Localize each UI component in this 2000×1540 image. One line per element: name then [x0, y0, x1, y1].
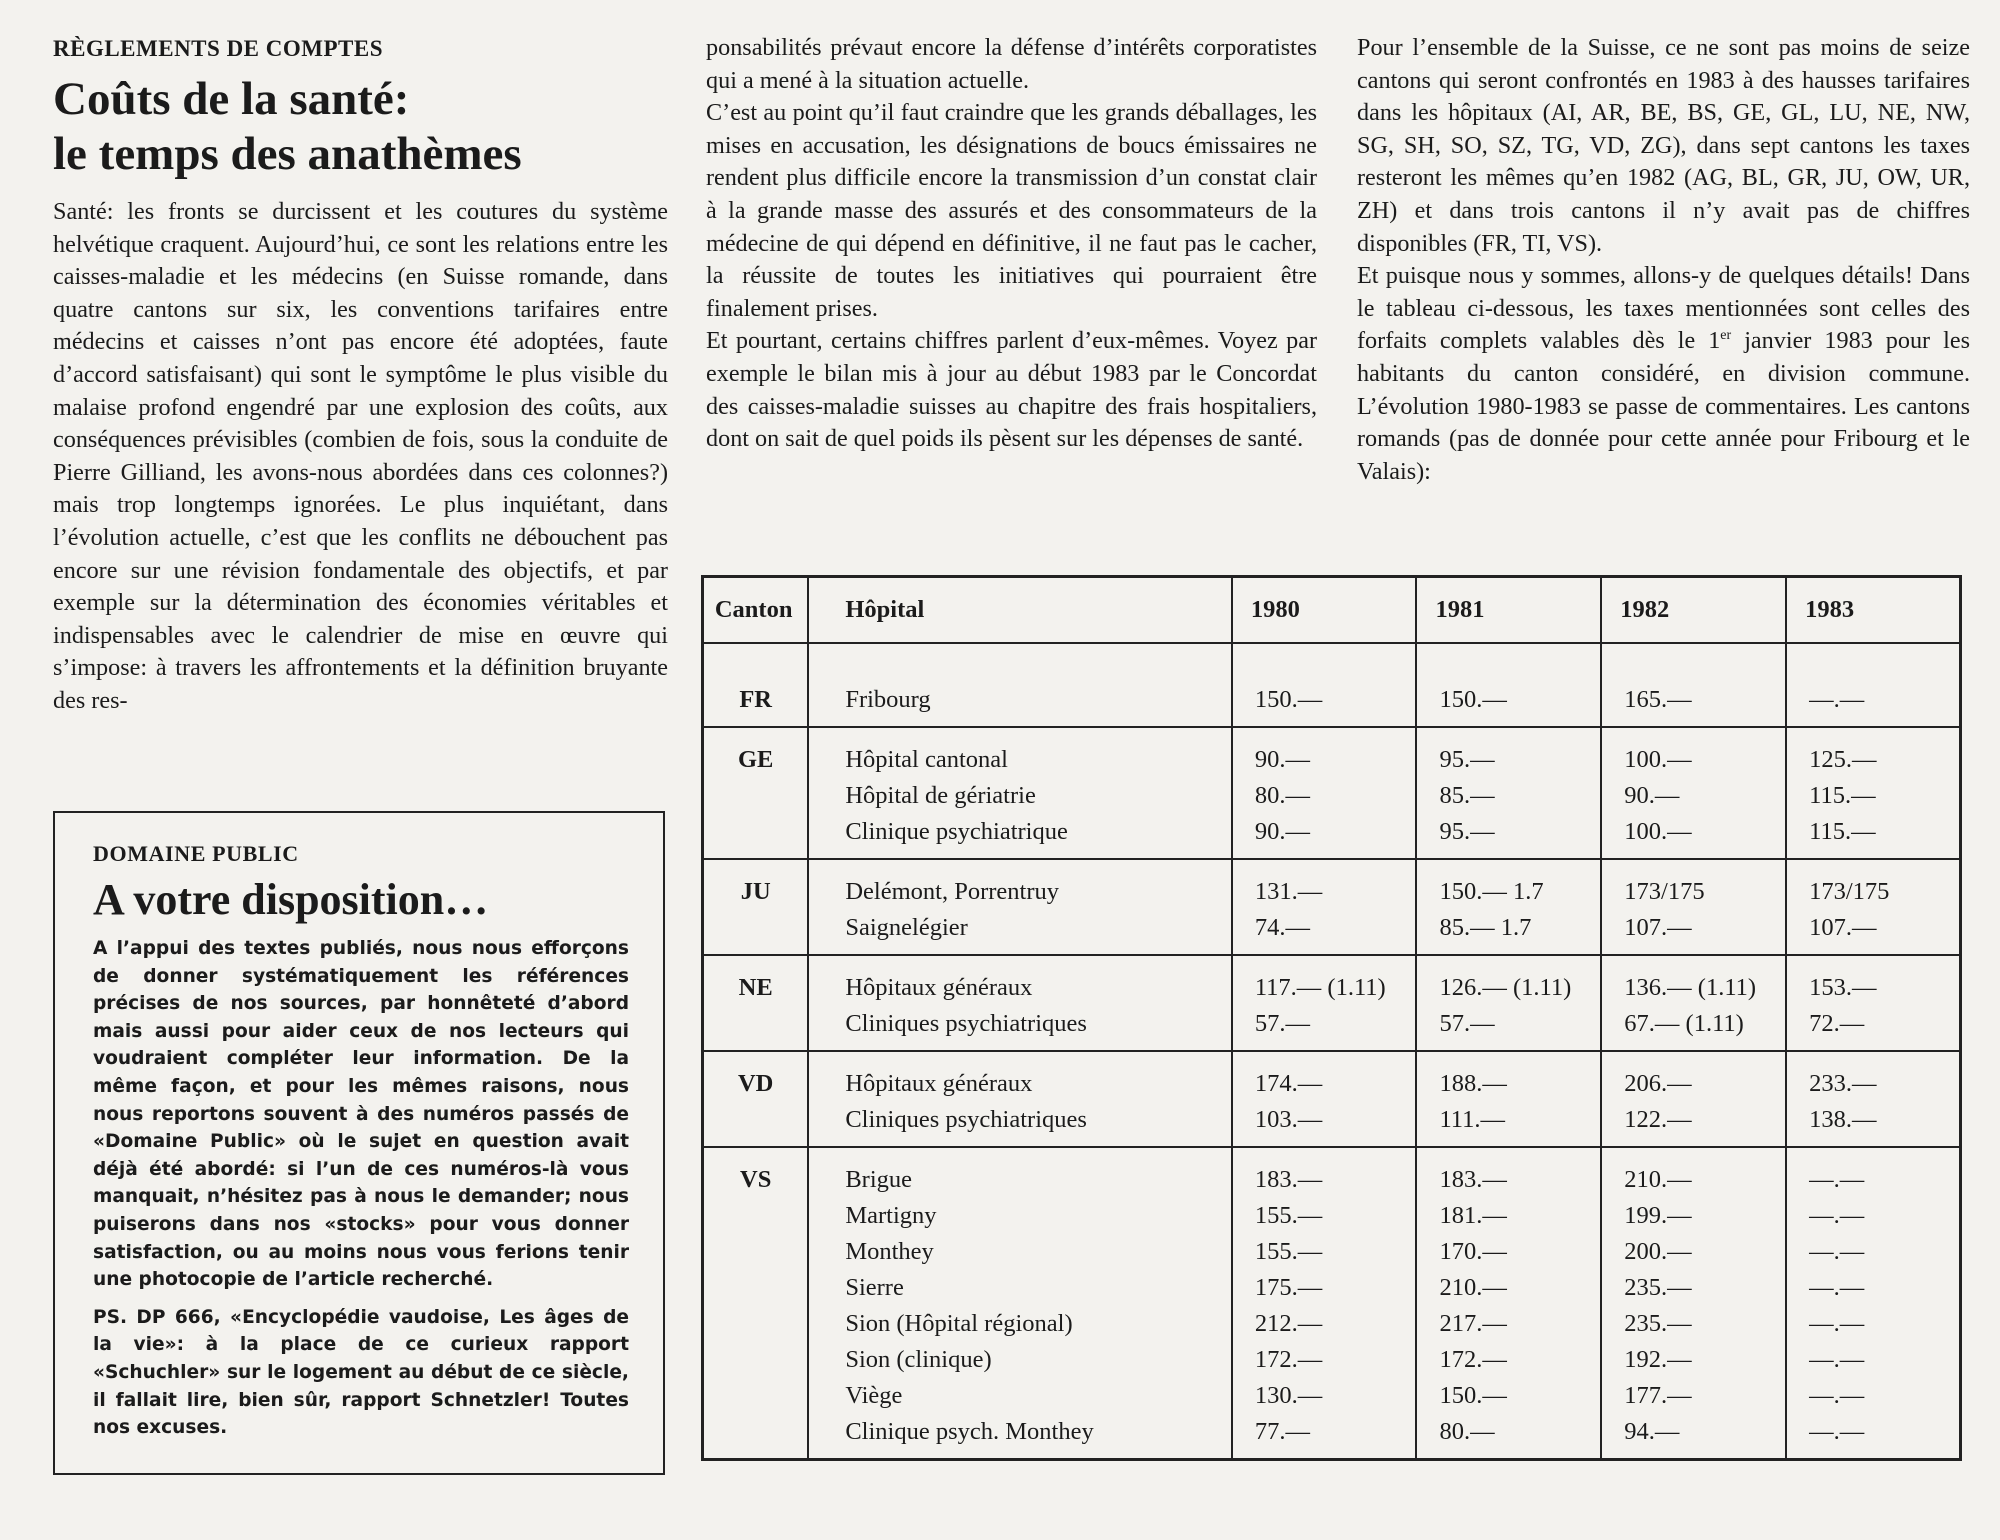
hospital-name: Viège	[845, 1382, 903, 1409]
box-kicker: DOMAINE PUBLIC	[93, 841, 299, 866]
header-canton: Canton	[703, 577, 809, 644]
rate-value: 150.— 1.7	[1439, 878, 1544, 905]
cell-hospital	[808, 1147, 1232, 1460]
table-row	[703, 643, 1961, 727]
rate-value: 85.— 1.7	[1439, 914, 1532, 941]
hospital-name: Hôpital de gériatrie	[845, 782, 1036, 809]
article-body-col3	[1357, 32, 1970, 488]
cell-1981	[1416, 955, 1601, 1051]
hospital-name: Cliniques psychiatriques	[845, 1106, 1087, 1133]
rate-value: 183.—	[1254, 1166, 1323, 1193]
cell-1980	[1232, 643, 1417, 727]
rate-value: 150.—	[1439, 1382, 1507, 1409]
rate-value: 233.—	[1809, 1070, 1877, 1097]
rate-value: 138.—	[1809, 1106, 1877, 1133]
rate-value: —.—	[1809, 1166, 1865, 1193]
cell-1981	[1416, 727, 1601, 859]
hospital-name: Hôpitaux généraux	[845, 974, 1033, 1001]
cell-canton	[703, 643, 809, 727]
hospital-name: Sion (Hôpital régional)	[845, 1310, 1073, 1337]
table-row	[703, 1051, 1961, 1147]
rate-value: 100.—	[1624, 818, 1692, 845]
rate-value: 107.—	[1809, 914, 1877, 941]
rate-value: 155.—	[1254, 1202, 1323, 1229]
cell-1982	[1601, 955, 1786, 1051]
article-column-2	[706, 32, 1317, 456]
headline-line-2: le temps des anathèmes	[53, 128, 522, 180]
rate-value: 212.—	[1254, 1310, 1323, 1337]
cell-hospital	[808, 859, 1232, 955]
hospital-name: Hôpitaux généraux	[845, 1070, 1033, 1097]
cell-1982	[1601, 1051, 1786, 1147]
cell-1982	[1601, 859, 1786, 955]
rate-value: 188.—	[1439, 1070, 1507, 1097]
header-hospital: Hôpital	[808, 577, 1232, 644]
article-body-col1	[53, 196, 668, 718]
paragraph: ponsabilités prévaut encore la défense d’intérêts corporatistes qui a mené à la situation actuelle.	[706, 34, 1317, 94]
cell-canton	[703, 859, 809, 955]
article-headline	[53, 72, 668, 182]
rate-value: —.—	[1809, 1382, 1865, 1409]
rate-value: 150.—	[1254, 686, 1323, 713]
rate-value: 131.—	[1254, 878, 1323, 905]
hospital-name: Cliniques psychiatriques	[845, 1010, 1087, 1037]
rate-value: —.—	[1809, 1274, 1865, 1301]
cell-1981	[1416, 1051, 1601, 1147]
rate-value: 153.—	[1809, 974, 1877, 1001]
header-1982: 1982	[1601, 577, 1786, 644]
hospital-name: Hôpital cantonal	[845, 746, 1008, 773]
rate-value: 200.—	[1624, 1238, 1692, 1265]
canton-code: FR	[739, 686, 772, 713]
rate-value: 90.—	[1254, 746, 1310, 773]
cell-1981	[1416, 859, 1601, 955]
header-1981: 1981	[1416, 577, 1601, 644]
cell-hospital	[808, 643, 1232, 727]
rate-value: 155.—	[1254, 1238, 1323, 1265]
rate-value: 67.— (1.11)	[1624, 1010, 1744, 1037]
rate-value: 173/175	[1624, 878, 1705, 905]
rate-value: 170.—	[1439, 1238, 1507, 1265]
hospital-name: Sierre	[845, 1274, 904, 1301]
hospital-name: Fribourg	[845, 686, 931, 713]
rate-value: 80.—	[1439, 1418, 1495, 1445]
canton-code: NE	[738, 974, 773, 1001]
rate-value: 235.—	[1624, 1310, 1692, 1337]
rate-value: 192.—	[1624, 1346, 1692, 1373]
hospital-name: Delémont, Porrentruy	[845, 878, 1059, 905]
article-body-col2	[706, 32, 1317, 456]
rate-value: 175.—	[1254, 1274, 1323, 1301]
rate-value: 173/175	[1809, 878, 1890, 905]
rate-value: 210.—	[1439, 1274, 1507, 1301]
hospital-name: Saignelégier	[845, 914, 968, 941]
rate-value: 95.—	[1439, 818, 1495, 845]
hospital-name: Brigue	[845, 1166, 913, 1193]
paragraph: Pour l’ensemble de la Suisse, ce ne sont pas moins de seize cantons qui seront confrontés en 1983 à des hausses tarifaires dans les hôpitaux (AI, AR, BE, BS, GE, GL, LU, NE, NW, SG, SH, SO, SZ, TG, VD, ZG), dans sept cantons les taxes resteront les mêmes qu’en 1982 (AG, BL, GR, JU, OW, UR, ZH) et dans trois cantons il n’y avait pas de chiffres disponibles (FR, TI, VS).	[1357, 34, 1970, 257]
cell-1982	[1601, 1147, 1786, 1460]
rate-value: 90.—	[1254, 818, 1310, 845]
article-column-1	[53, 32, 668, 718]
superscript: er	[1720, 328, 1732, 344]
hospital-name: Clinique psych. Monthey	[845, 1418, 1094, 1445]
cell-1983	[1786, 1051, 1960, 1147]
paragraph: Santé: les fronts se durcissent et les coutures du système helvétique craquent. Aujourd’hui, ce sont les relations entre les caisses-maladie et les médecins (en Suisse romande, dans quatre cantons sur six, les conventions tarifaires entre médecins et caisses n’ont pas encore été adoptées, faute d’accord satisfaisant) qui sont le symptôme le plus visible du malaise profond engendré par une explosion des coûts, aux conséquences prévisibles (combien de fois, sous la conduite de Pierre Gilliand, les avons-nous abordées dans ces colonnes?) mais trop longtemps ignorées. Le plus inquiétant, dans l’évolution actuelle, c’est que les conflits ne débouchent pas encore sur une révision fondamentale des objectifs, et par exemple sur la détermination des économies véritables et indispensables avec le calendrier de mise en œuvre qui s’impose: à travers les affrontements et la définition bruyante des res-	[53, 198, 668, 714]
cell-1983	[1786, 955, 1960, 1051]
table-row	[703, 859, 1961, 955]
canton-code: GE	[737, 746, 774, 773]
cell-1983	[1786, 1147, 1960, 1460]
rate-value: —.—	[1809, 1238, 1865, 1265]
rate-value: 217.—	[1439, 1310, 1507, 1337]
box-title: A votre disposition…	[93, 875, 489, 924]
rate-value: 103.—	[1254, 1106, 1323, 1133]
cell-1982	[1601, 643, 1786, 727]
cell-canton	[703, 727, 809, 859]
cell-1980	[1232, 1051, 1417, 1147]
box-postscript: PS. DP 666, «Encyclopédie vaudoise, Les âges de la vie»: à la place de ce curieux rapport «Schuchler» sur le logement au début de ce siècle, il fallait lire, bien sûr, rapport Schnetzler! Toutes nos excuses.	[93, 1306, 629, 1439]
rate-value: —.—	[1809, 1310, 1865, 1337]
rate-value: 177.—	[1624, 1382, 1692, 1409]
rate-value: 183.—	[1439, 1166, 1507, 1193]
cell-hospital	[808, 955, 1232, 1051]
cell-1983	[1786, 643, 1960, 727]
rate-value: 181.—	[1439, 1202, 1507, 1229]
rate-value: 85.—	[1439, 782, 1495, 809]
table-row	[703, 955, 1961, 1051]
box-text: A l’appui des textes publiés, nous nous efforçons de donner systématiquement les références précises de nos sources, par honnêteté d’abord mais aussi pour aider ceux de nos lecteurs qui voudraient compléter leur information. De la même façon, et pour les mêmes raisons, nous nous reportons souvent à des numéros passés de «Domaine Public» où le sujet en question avait déjà été abordé: si l’un de ces numéros-là vous manquait, n’hésitez pas à nous le demander; nous puiserons dans nos «stocks» pour vous donner satisfaction, ou au moins nous vous ferions tenir une photocopie de l’article recherché.	[93, 938, 629, 1291]
rate-value: 235.—	[1624, 1274, 1692, 1301]
rate-value: 80.—	[1254, 782, 1310, 809]
table-header-row	[703, 577, 1961, 644]
cell-hospital	[808, 727, 1232, 859]
paragraph	[1357, 260, 1970, 488]
rate-value: 107.—	[1624, 914, 1692, 941]
rate-value: 90.—	[1624, 782, 1680, 809]
rate-value: —.—	[1809, 1346, 1865, 1373]
cell-1980	[1232, 727, 1417, 859]
cell-1980	[1232, 955, 1417, 1051]
cell-1983	[1786, 727, 1960, 859]
article-column-3	[1357, 32, 1970, 488]
canton-code: JU	[740, 878, 771, 905]
cell-1981	[1416, 1147, 1601, 1460]
headline-line-1: Coûts de la santé:	[53, 73, 410, 125]
header-1980: 1980	[1232, 577, 1417, 644]
rate-value: 136.— (1.11)	[1624, 974, 1757, 1001]
rate-value: —.—	[1809, 1202, 1865, 1229]
rate-value: 199.—	[1624, 1202, 1692, 1229]
rate-value: 210.—	[1624, 1166, 1692, 1193]
table-row	[703, 727, 1961, 859]
cell-canton	[703, 955, 809, 1051]
header-1983: 1983	[1786, 577, 1960, 644]
rate-value: 57.—	[1439, 1010, 1495, 1037]
rate-value: 126.— (1.11)	[1439, 974, 1572, 1001]
rate-value: 122.—	[1624, 1106, 1692, 1133]
domaine-public-box	[53, 811, 665, 1475]
rate-value: 165.—	[1624, 686, 1692, 713]
table-row	[703, 1147, 1961, 1460]
paragraph-part: janvier 1983 pour les habitants du canton considéré, en division commune. L’évolution 1980-1983 se passe de commentaires. Les cantons romands (pas de donnée pour cette année pour Fribourg et le Valais):	[1357, 327, 1970, 485]
cell-canton	[703, 1051, 809, 1147]
canton-code: VS	[740, 1166, 772, 1193]
rate-value: 94.—	[1624, 1418, 1680, 1445]
rate-value: 111.—	[1439, 1106, 1506, 1133]
cell-1982	[1601, 727, 1786, 859]
rate-value: 100.—	[1624, 746, 1692, 773]
rate-value: 150.—	[1439, 686, 1507, 713]
rate-value: 172.—	[1439, 1346, 1507, 1373]
rate-value: 125.—	[1809, 746, 1877, 773]
rate-value: 206.—	[1624, 1070, 1692, 1097]
rate-value: 115.—	[1809, 782, 1876, 809]
cell-canton	[703, 1147, 809, 1460]
rate-value: 174.—	[1254, 1070, 1323, 1097]
rate-value: 57.—	[1254, 1010, 1310, 1037]
rate-value: 72.—	[1809, 1010, 1865, 1037]
hospital-rates-table	[701, 575, 1962, 1461]
article-kicker: RÈGLEMENTS DE COMPTES	[53, 36, 383, 61]
paragraph-part: Et puisque nous y sommes, allons-y de quelques détails! Dans le tableau ci-dessous, les taxes mentionnées sont celles des forfaits complets valables dès le 1	[1357, 262, 1970, 355]
rate-value: 130.—	[1254, 1382, 1323, 1409]
hospital-name: Clinique psychiatrique	[845, 818, 1068, 845]
cell-hospital	[808, 1051, 1232, 1147]
rate-value: 74.—	[1254, 914, 1310, 941]
hospital-name: Martigny	[845, 1202, 937, 1229]
paragraph: Et pourtant, certains chiffres parlent d’eux-mêmes. Voyez par exemple le bilan mis à jour au début 1983 par le Concordat des caisses-maladie suisses au chapitre des frais hospitaliers, dont on sait de quel poids ils pèsent sur les dépenses de santé.	[706, 327, 1317, 453]
cell-1980	[1232, 859, 1417, 955]
cell-1980	[1232, 1147, 1417, 1460]
cell-1983	[1786, 859, 1960, 955]
hospital-name: Monthey	[845, 1238, 934, 1265]
rate-value: 172.—	[1254, 1346, 1323, 1373]
rate-value: 95.—	[1439, 746, 1495, 773]
rate-value: 115.—	[1809, 818, 1876, 845]
rate-value: 77.—	[1254, 1418, 1310, 1445]
rate-value: —.—	[1809, 1418, 1865, 1445]
canton-code: VD	[737, 1070, 774, 1097]
rate-value: 117.— (1.11)	[1254, 974, 1386, 1001]
table-body	[703, 643, 1961, 1460]
cell-1981	[1416, 643, 1601, 727]
paragraph: C’est au point qu’il faut craindre que les grands déballages, les mises en accusation, les désignations de boucs émissaires ne rendent plus difficile encore la transmission d’un constat clair à la grande masse des assurés et des consommateurs de la médecine de qui dépend en définitive, il ne faut pas le cacher, la réussite de toutes les initiatives qui pourraient être finalement prises.	[706, 99, 1317, 322]
hospital-name: Sion (clinique)	[845, 1346, 992, 1373]
rate-value: —.—	[1809, 686, 1865, 713]
